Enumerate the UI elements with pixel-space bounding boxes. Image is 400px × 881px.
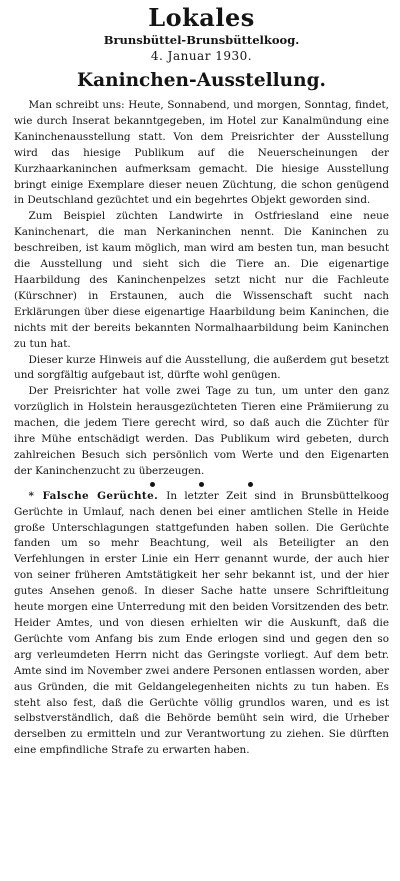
article-paragraph: Der Preisrichter hat volle zwei Tage zu tun, um unter den ganz vorzüglich in Holstein herausgezüchteten Tieren eine Prämiierung zu machen, die jedem Tiere gerecht wird, so daß auch die Züchter für ihre Mühe entschädigt werden. Das Publikum wird gebeten, durch zahlreichen Besuch sich persönlich vom Werte und den Eigenarten der Kaninchenzucht zu überzeugen. (14, 385, 389, 477)
article-paragraph: Zum Beispiel züchten Landwirte in Ostfriesland eine neue Kaninchenart, die man Nerkaninchen nennt. Die Kaninchen zu beschreiben, ist kaum möglich, man wird am besten tun, man besucht die Ausstellung und sieht sich die Tiere an. Die eigenartige Haarbildung des Kaninchenpelzes setzt nicht nur die Fachleute (Kürschner) in Erstaunen, auch die Wissenschaft sucht nach Erklärungen über diese eigenartige Haarbildung beim Kaninchen, die nichts mit der bereits bekannten Normalhaarbildung beim Kaninchen zu tun hat. (14, 210, 389, 350)
section-masthead: Lokales (148, 3, 255, 32)
dateline: Brunsbüttel-Brunsbüttelkoog. (103, 33, 300, 47)
news-item-body: In letzter Zeit sind in Brunsbüttelkoog Gerüchte in Umlauf, nach denen bei einer amtlichen Stelle in Heide große Unterschlagungen stattgefunden haben sollen. Die Gerüchte fanden um so mehr Beachtung, weil als Beteiligter an den Verfehlungen in erster Linie ein Herr genannt wurde, der auch hier von seiner früheren Amtstätigkeit her sehr bekannt ist, und der hier gutes Ansehen genoß. In dieser Sache hatte unsere Schriftleitung heute morgen eine Unterredung mit den beiden Vorsitzenden des betr. Heider Amtes, und von diesen erhielten wir die Auskunft, daß die Gerüchte vom Anfang bis zum Ende erlogen sind und gegen den so arg verleumdeten Herrn nicht das Geringste vorliegt. Auf dem betr. Amte sind im November zwei andere Personen entlassen worden, aber aus Gründen, die mit Geldangelegenheiten nichts zu tun haben. Es steht also fest, daß die Gerüchte völlig grundlos waren, und es ist selbstverständlich, daß die Behörde bemüht sein wird, die Urheber derselben zu ermitteln und zur Verantwortung zu ziehen. Sie dürften eine empfindliche Strafe zu erwarten haben. (14, 489, 389, 757)
issue-date: 4. Januar 1930. (150, 49, 253, 63)
section-divider (14, 482, 389, 487)
article-paragraph (14, 489, 389, 759)
article-falsche-geruechte (14, 489, 389, 759)
article-headline: Kaninchen-Ausstellung. (77, 70, 326, 91)
article-kaninchen-ausstellung (14, 70, 389, 480)
divider-dot (150, 482, 155, 487)
divider-dot (199, 482, 204, 487)
article-paragraph: Dieser kurze Hinweis auf die Ausstellung, die außerdem gut besetzt und sorgfältig aufgebaut ist, dürfte wohl genügen. (14, 353, 389, 382)
divider-dot (248, 482, 253, 487)
article-paragraph: Man schreibt uns: Heute, Sonnabend, und morgen, Sonntag, findet, wie durch Inserat bekanntgegeben, im Hotel zur Kanalmündung eine Kaninchenausstellung statt. Von dem Preisrichter der Ausstellung wird das hiesige Publikum auf die Neuerscheinungen der Kurzhaarkaninchen aufmerksam gemacht. Die hiesige Ausstellung bringt einige Exemplare dieser neuen Züchtung, die schon genügend in Deutschland gezüchtet und ein begehrtes Objekt geworden sind. (14, 99, 389, 207)
news-item-lead: * Falsche Gerüchte. (28, 489, 167, 502)
